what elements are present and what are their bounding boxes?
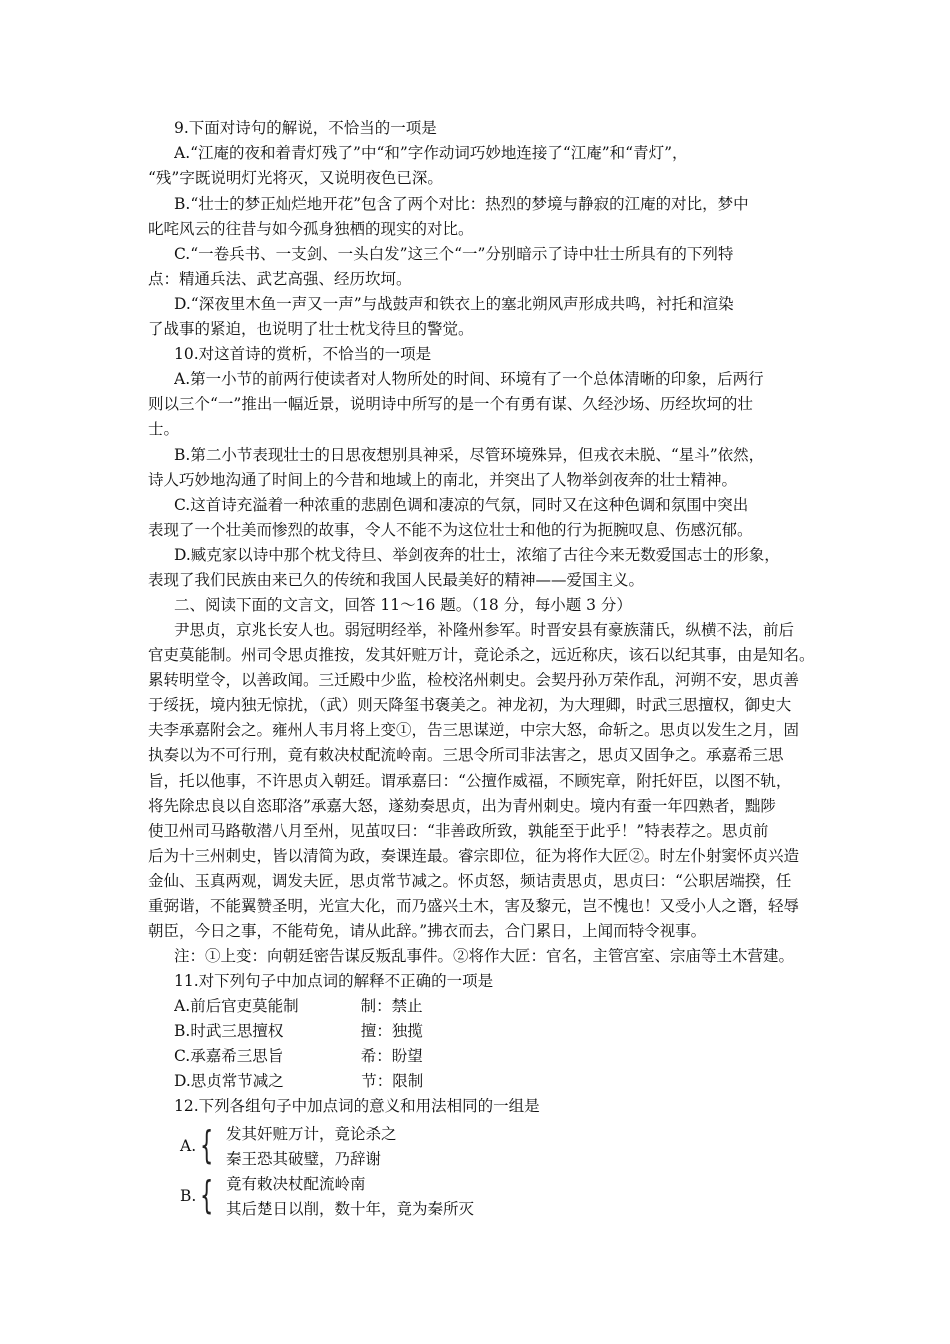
text-line: 11.对下列句子中加点词的解释不正确的一项是 (174, 972, 494, 990)
text-line: B.“壮士的梦正灿烂地开花”包含了两个对比：热烈的梦境与静寂的江庵的对比，梦中 (174, 195, 749, 213)
text-line: 9.下面对诗句的解说，不恰当的一项是 (174, 119, 437, 137)
left-brace-icon: { (200, 1123, 214, 1167)
text-line: 重弼谐，不能翼赞圣明，光宣大化，而乃盛兴土木，害及黎元，岂不愧也！又受小人之谮，轻辱 (148, 897, 800, 915)
text-line: C.这首诗充溢着一种浓重的悲剧色调和凄凉的气氛，同时又在这种色调和氛围中突出 (174, 496, 749, 514)
text-line: 二、阅读下面的文言文，回答 11～16 题。（18 分，每小题 3 分） (174, 596, 632, 614)
sentence-line: 其后楚日以削，数十年，竟为秦所灭 (226, 1200, 475, 1218)
text-line: 10.对这首诗的赏析，不恰当的一项是 (174, 345, 432, 363)
text-line: D.思贞常节减之 节：限制 (174, 1072, 424, 1090)
text-line: 点：精通兵法、武艺高强、经历坎坷。 (148, 270, 412, 288)
text-line: A.第一小节的前两行使读者对人物所处的时间、环境有了一个总体清晰的印象，后两行 (174, 370, 764, 388)
text-line: 士。 (148, 420, 180, 438)
text-line: D.臧克家以诗中那个枕戈待旦、举剑夜奔的壮士，浓缩了古往今来无数爱国志士的形象， (174, 546, 780, 564)
sentence-line: 秦王恐其破璧，乃辞谢 (226, 1150, 382, 1168)
text-line: 朝臣，今日之事，不能苟免，请从此辞。”拂衣而去，合门累日，上闻而特令视事。 (148, 922, 707, 940)
text-line: B.时武三思擅权 擅：独揽 (174, 1022, 423, 1040)
text-line: 尹思贞，京兆长安人也。弱冠明经举，补隆州参军。时晋安县有豪族蒲氏，纵横不法，前后 (174, 621, 795, 639)
sentence-line: 发其奸赃万计，竟论杀之 (226, 1125, 397, 1143)
text-line: 使卫州司马路敬潜八月至州，见茧叹曰：“非善政所致，孰能至于此乎！”特表荐之。思贞前 (148, 822, 769, 840)
text-line: 注：①上变：向朝廷密告谋反叛乱事件。②将作大匠：官名，主管宫室、宗庙等土木营建。 (174, 947, 795, 965)
text-line: 叱咤风云的往昔与如今孤身独栖的现实的对比。 (148, 220, 474, 238)
text-line: C.承嘉希三思旨 希：盼望 (174, 1047, 423, 1065)
text-line: 12.下列各组句子中加点词的意义和用法相同的一组是 (174, 1097, 540, 1115)
option-label: A. (180, 1137, 197, 1155)
text-line: 将先除忠良以自恣耶洛”承嘉大怒，遂劾奏思贞，出为青州刺史。境内有蚕一年四熟者，黜陟 (148, 797, 776, 815)
text-line: 官吏莫能制。州司令思贞推按，发其奸赃万计，竟论杀之，远近称庆，该石以纪其事，由是知名。 (148, 646, 815, 664)
text-line: 诗人巧妙地沟通了时间上的今昔和地域上的南北，并突出了人物举剑夜奔的壮士精神。 (148, 471, 738, 489)
text-line: 后为十三州刺史，皆以清简为政，奏课连最。睿宗即位，征为将作大匠②。时左仆射窦怀贞兴造 (148, 847, 800, 865)
text-line: B.第二小节表现壮士的日思夜想别具神采，尽管环境殊异，但戎衣未脱、“星斗”依然， (174, 446, 765, 464)
text-line: 累转明堂令，以善政闻。三迁殿中少监，检校洺州刺史。会契丹孙万荣作乱，河朔不安，思贞善 (148, 671, 800, 689)
text-line: D.“深夜里木鱼一声又一声”与战鼓声和铁衣上的塞北朔风声形成共鸣，衬托和渲染 (174, 295, 734, 313)
text-line: 夫李承嘉附会之。雍州人韦月将上变①，告三思谋逆，中宗大怒，命斩之。思贞以发生之月，固 (148, 721, 800, 739)
text-line: A.“江庵的夜和着青灯残了”中“和”字作动词巧妙地连接了“江庵”和“青灯”， (174, 144, 688, 162)
text-line: 执奏以为不可行刑，竟有敕决杖配流岭南。三思令所司非法害之，思贞又固争之。承嘉希三思 (148, 746, 784, 764)
text-line: C.“一卷兵书、一支剑、一头白发”这三个“一”分别暗示了诗中壮士所具有的下列特 (174, 245, 734, 263)
text-line: 旨，托以他事，不许思贞入朝廷。谓承嘉曰：“公擅作威福，不顾宪章，附托奸臣，以图不轨， (148, 772, 792, 790)
text-line: 表现了一个壮美而惨烈的故事，令人不能不为这位壮士和他的行为扼腕叹息、伤感沉郁。 (148, 521, 753, 539)
left-brace-icon: { (200, 1173, 214, 1217)
text-line: A.前后官吏莫能制 制：禁止 (174, 997, 423, 1015)
text-line: 了战事的紧迫，也说明了壮士枕戈待旦的警觉。 (148, 320, 474, 338)
text-line: 表现了我们民族由来已久的传统和我国人民最美好的精神——爱国主义。 (148, 571, 645, 589)
text-line: “残”字既说明灯光将灭，又说明夜色已深。 (148, 169, 443, 187)
text-line: 则以三个“一”推出一幅近景，说明诗中所写的是一个有勇有谋、久经沙场、历经坎坷的壮 (148, 395, 753, 413)
text-line: 金仙、玉真两观，调发夫匠，思贞常节减之。怀贞怒，频诘责思贞，思贞曰：“公职居端揆，任 (148, 872, 792, 890)
sentence-line: 竟有敕决杖配流岭南 (226, 1175, 366, 1193)
text-line: 于绥抚，境内独无惊扰，（武）则天降玺书褒美之。神龙初，为大理卿，时武三思擅权，御史大 (148, 696, 792, 714)
option-label: B. (180, 1187, 197, 1205)
